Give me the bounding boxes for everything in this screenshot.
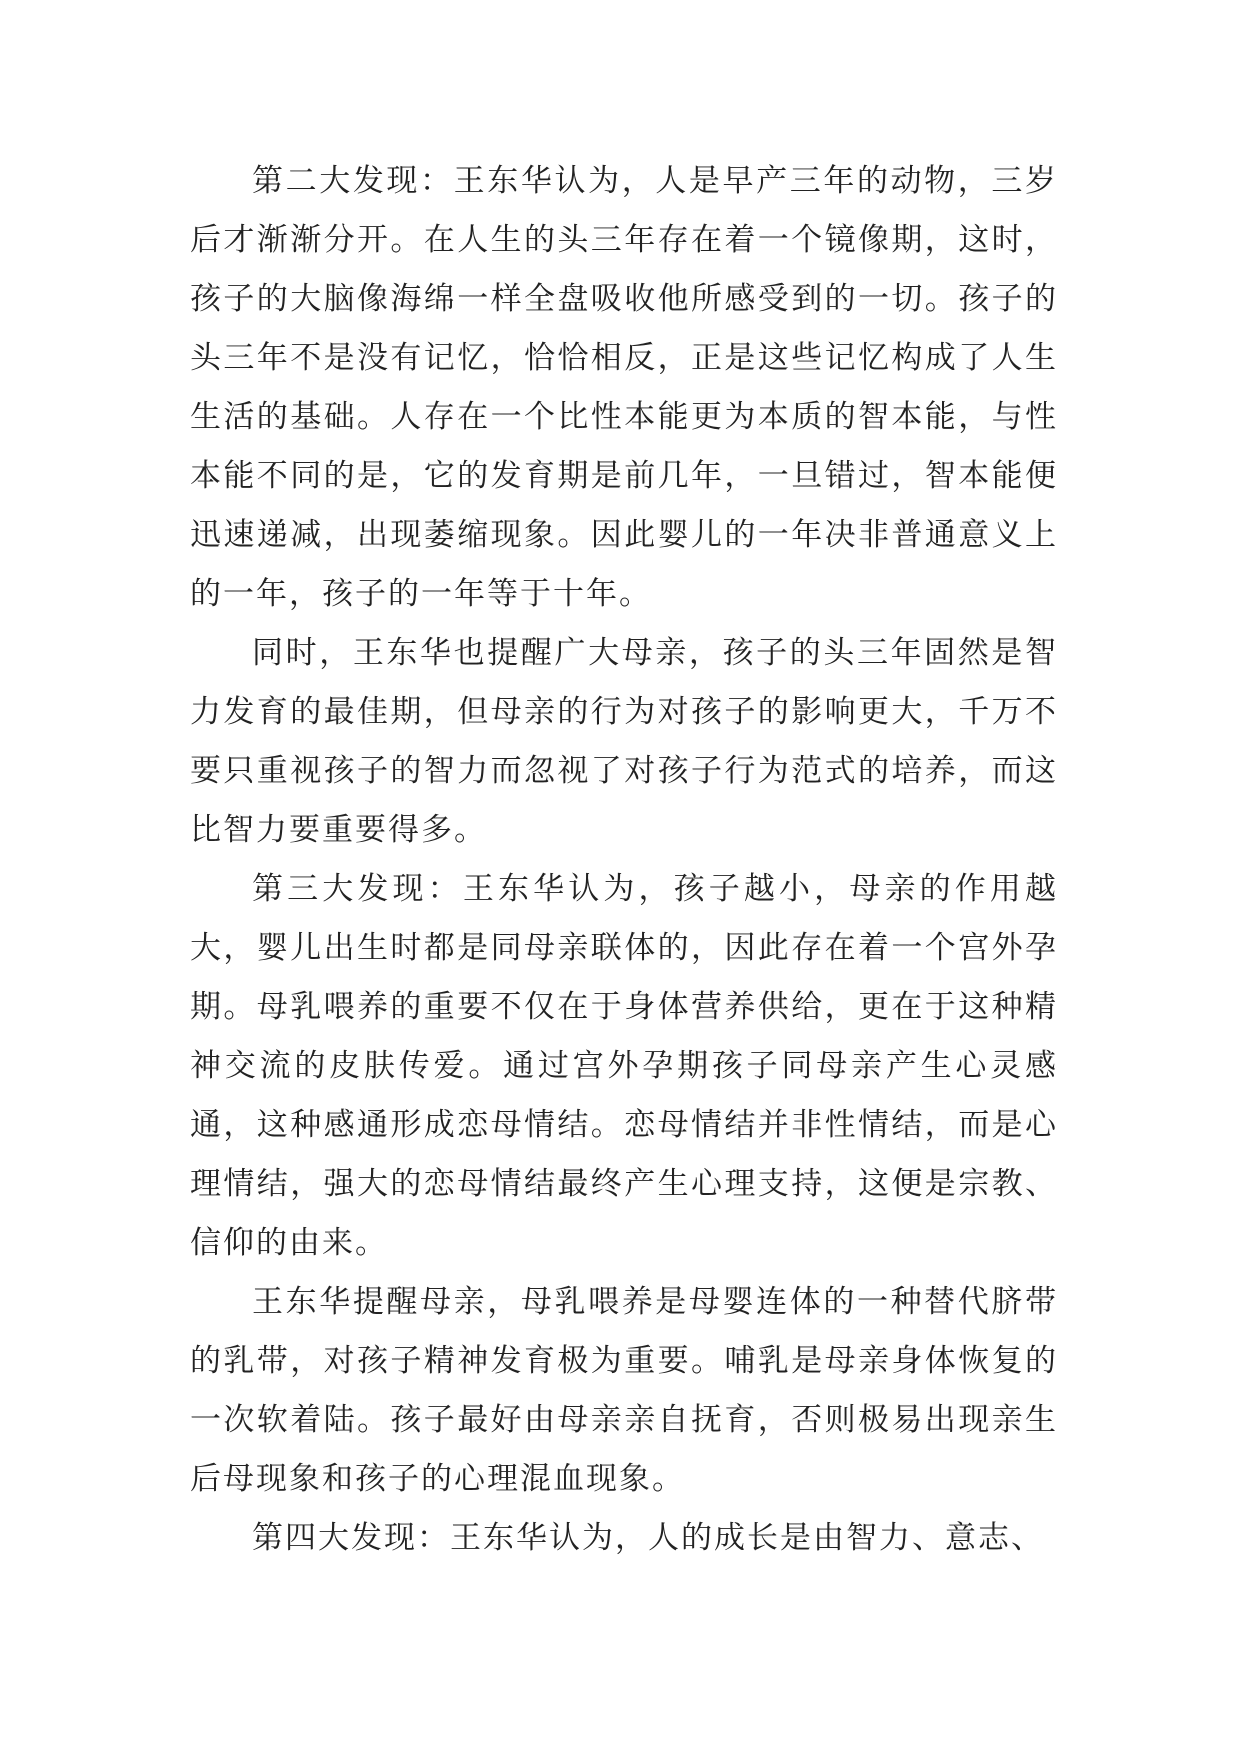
paragraph-third-discovery: 第三大发现：王东华认为，孩子越小，母亲的作用越大，婴儿出生时都是同母亲联体的，因此存在着一个宫外孕期。母乳喂养的重要不仅在于身体营养供给，更在于这种精神交流的皮肤传爱。通过宫外孕期孩子同母亲产生心灵感通，这种感通形成恋母情结。恋母情结并非性情结，而是心理情结，强大的恋母情结最终产生心理支持，这便是宗教、信仰的由来。	[190, 871, 1058, 1261]
document-body	[190, 152, 1058, 1568]
paragraph-fourth-discovery: 第四大发现：王东华认为，人的成长是由智力、意志、	[252, 1520, 1044, 1556]
paragraph-second-discovery: 第二大发现：王东华认为，人是早产三年的动物，三岁后才渐渐分开。在人生的头三年存在着一个镜像期，这时，孩子的大脑像海绵一样全盘吸收他所感受到的一切。孩子的头三年不是没有记忆，恰恰相反，正是这些记忆构成了人生生活的基础。人存在一个比性本能更为本质的智本能，与性本能不同的是，它的发育期是前几年，一旦错过，智本能便迅速递减，出现萎缩现象。因此婴儿的一年决非普通意义上的一年，孩子的一年等于十年。	[190, 163, 1058, 612]
paragraph-breastfeeding: 王东华提醒母亲，母乳喂养是母婴连体的一种替代脐带的乳带，对孩子精神发育极为重要。哺乳是母亲身体恢复的一次软着陆。孩子最好由母亲亲自抚育，否则极易出现亲生后母现象和孩子的心理混血现象。	[190, 1284, 1058, 1497]
paragraph-reminder-mothers: 同时，王东华也提醒广大母亲，孩子的头三年固然是智力发育的最佳期，但母亲的行为对孩子的影响更大，千万不要只重视孩子的智力而忽视了对孩子行为范式的培养，而这比智力要重要得多。	[190, 635, 1058, 848]
